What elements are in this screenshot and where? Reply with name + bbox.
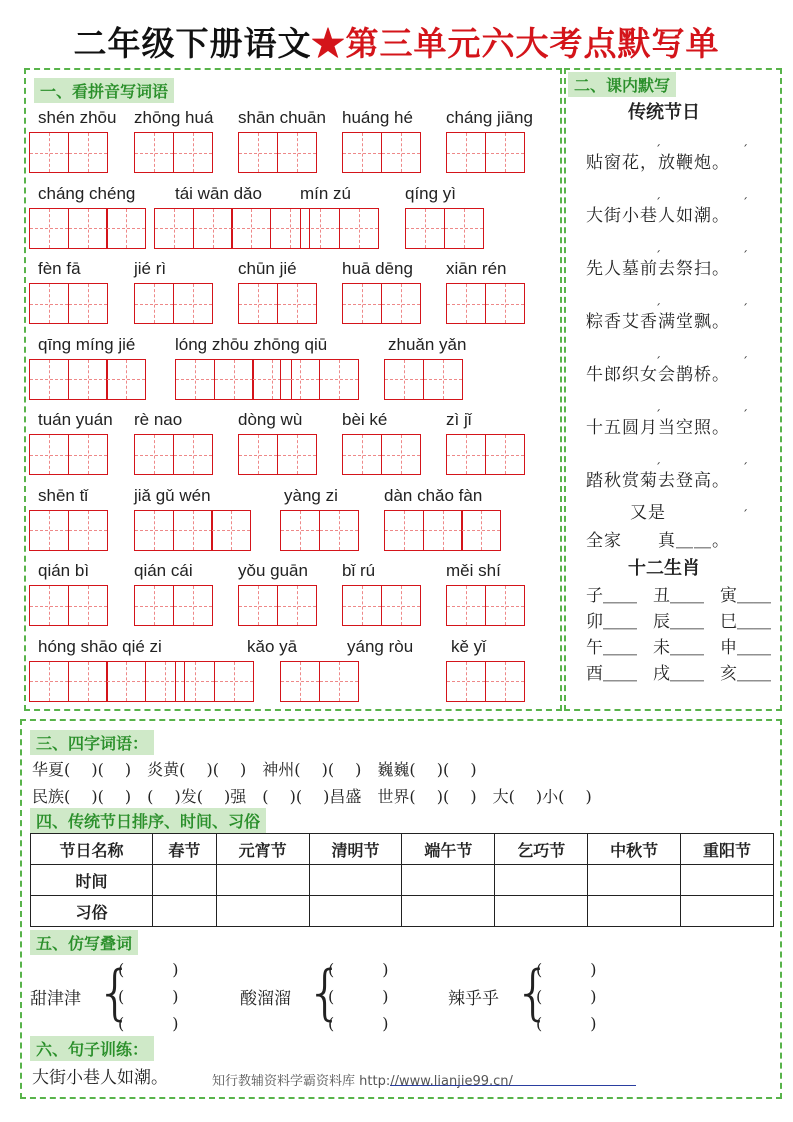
tone-mark: ˊ bbox=[742, 249, 748, 263]
pinyin-text: měi shí bbox=[446, 561, 501, 580]
writing-grid[interactable] bbox=[446, 283, 523, 324]
grid-cell[interactable] bbox=[134, 132, 174, 173]
poem-line: 十五圆月当空照。 bbox=[586, 418, 730, 438]
grid-cell[interactable] bbox=[342, 132, 382, 173]
pinyin-text: shēn tǐ bbox=[38, 485, 89, 505]
zodiac-item: 戌＿＿ bbox=[653, 664, 704, 684]
tone-mark: ˊ bbox=[742, 302, 748, 316]
poem-line: 牛郎织女会鹊桥。 bbox=[586, 365, 730, 385]
grid-cell[interactable] bbox=[173, 585, 213, 626]
tone-mark: ˊ bbox=[655, 461, 661, 475]
grid-cell[interactable] bbox=[319, 510, 359, 551]
grid-cell[interactable] bbox=[319, 359, 359, 400]
grid-cell[interactable] bbox=[29, 661, 69, 702]
pinyin-text: huáng hé bbox=[342, 108, 413, 127]
writing-grid[interactable] bbox=[280, 359, 357, 400]
tone-mark: ˊ bbox=[742, 355, 748, 369]
answer-blank[interactable]: ( ) bbox=[118, 987, 179, 1006]
grid-cell[interactable] bbox=[175, 359, 215, 400]
answer-blank[interactable]: ( ) bbox=[118, 1014, 179, 1033]
grid-cell[interactable] bbox=[29, 132, 69, 173]
grid-cell[interactable] bbox=[277, 585, 317, 626]
table-blank-cell[interactable] bbox=[309, 865, 402, 896]
grid-cell[interactable] bbox=[29, 359, 69, 400]
poem-line: 踏秋赏菊去登高。 bbox=[586, 471, 730, 491]
pinyin-text: yàng zi bbox=[284, 485, 338, 505]
section-4-title: 四、传统节日排序、时间、习俗 bbox=[30, 808, 266, 833]
grid-cell[interactable] bbox=[68, 661, 108, 702]
writing-grid[interactable] bbox=[154, 208, 308, 249]
section-3-title: 三、四字词语： bbox=[30, 730, 154, 755]
pinyin-text: lóng zhōu zhōng qiū bbox=[175, 334, 328, 354]
zodiac-title: 十二生肖 bbox=[628, 558, 700, 579]
grid-cell[interactable] bbox=[173, 132, 213, 173]
poem-line: 粽香艾香满堂飘。 bbox=[586, 312, 730, 332]
zodiac-item: 未＿＿ bbox=[653, 638, 704, 658]
pinyin-text: yáng ròu bbox=[347, 636, 414, 656]
writing-grid[interactable] bbox=[342, 132, 419, 173]
writing-grid[interactable] bbox=[29, 208, 145, 249]
writing-grid[interactable] bbox=[280, 661, 357, 702]
writing-grid[interactable] bbox=[134, 434, 211, 475]
writing-grid[interactable] bbox=[446, 434, 523, 475]
grid-cell[interactable] bbox=[68, 434, 108, 475]
grid-cell[interactable] bbox=[300, 208, 340, 249]
festival-header-row bbox=[31, 834, 774, 865]
grid-cell[interactable] bbox=[173, 510, 213, 551]
writing-grid[interactable] bbox=[175, 359, 291, 400]
grid-cell[interactable] bbox=[446, 661, 486, 702]
grid-cell[interactable] bbox=[381, 434, 421, 475]
table-blank-cell[interactable] bbox=[216, 896, 309, 927]
tone-mark: ˊ bbox=[655, 355, 661, 369]
grid-cell[interactable] bbox=[423, 359, 463, 400]
poem-last-top: 又是 bbox=[630, 503, 666, 523]
sentence-text: 大街小巷人如潮。 bbox=[32, 1068, 168, 1088]
answer-blank[interactable]: ( ) bbox=[536, 1014, 597, 1033]
pinyin-text: zhuǎn yǎn bbox=[388, 334, 467, 354]
grid-cell[interactable] bbox=[106, 661, 146, 702]
footer-watermark: 知行教辅资料学霸资料库 http://www.lianjie99.cn/ bbox=[212, 1074, 513, 1089]
writing-grid[interactable] bbox=[134, 585, 211, 626]
grid-cell[interactable] bbox=[277, 132, 317, 173]
grid-cell[interactable] bbox=[446, 434, 486, 475]
table-blank-cell[interactable] bbox=[216, 865, 309, 896]
pinyin-text: tái wān dǎo bbox=[175, 183, 262, 203]
pinyin-text: qīng míng jié bbox=[38, 334, 136, 354]
grid-cell[interactable] bbox=[193, 208, 233, 249]
table-blank-cell[interactable] bbox=[495, 865, 588, 896]
writing-grid[interactable] bbox=[342, 434, 419, 475]
writing-grid[interactable] bbox=[446, 661, 523, 702]
grid-cell[interactable] bbox=[461, 510, 501, 551]
tone-mark: ˊ bbox=[655, 196, 661, 210]
pinyin-text: jié rì bbox=[134, 259, 167, 278]
zodiac-item: 辰＿＿ bbox=[653, 612, 704, 632]
table-blank-cell[interactable] bbox=[402, 865, 495, 896]
grid-cell[interactable] bbox=[175, 661, 215, 702]
pinyin-text: cháng chéng bbox=[38, 183, 136, 203]
grid-cell[interactable] bbox=[238, 434, 278, 475]
grid-cell[interactable] bbox=[68, 585, 108, 626]
grid-cell[interactable] bbox=[68, 283, 108, 324]
pinyin-text: bèi ké bbox=[342, 410, 388, 429]
writing-grid[interactable] bbox=[280, 510, 357, 551]
writing-grid[interactable] bbox=[175, 661, 252, 702]
grid-cell[interactable] bbox=[444, 208, 484, 249]
grid-cell[interactable] bbox=[485, 132, 525, 173]
grid-cell[interactable] bbox=[29, 283, 69, 324]
writing-grid[interactable] bbox=[238, 132, 315, 173]
grid-cell[interactable] bbox=[214, 359, 254, 400]
zodiac-item: 酉＿＿ bbox=[586, 664, 637, 684]
poem-line: 贴窗花，放鞭炮。 bbox=[586, 153, 730, 173]
grid-cell[interactable] bbox=[342, 585, 382, 626]
grid-cell[interactable] bbox=[106, 208, 146, 249]
pinyin-text: dàn chǎo fàn bbox=[384, 485, 483, 505]
footer-underline bbox=[390, 1085, 636, 1086]
grid-cell[interactable] bbox=[342, 283, 382, 324]
grid-cell[interactable] bbox=[29, 208, 69, 249]
answer-blank[interactable]: ( ) bbox=[328, 1014, 389, 1033]
zodiac-item: 亥＿＿ bbox=[720, 664, 771, 684]
pinyin-text: xiān rén bbox=[446, 259, 507, 278]
grid-cell[interactable] bbox=[134, 510, 174, 551]
grid-cell[interactable] bbox=[211, 510, 251, 551]
writing-grid[interactable] bbox=[342, 283, 419, 324]
grid-cell[interactable] bbox=[238, 132, 278, 173]
table-blank-cell[interactable] bbox=[153, 896, 217, 927]
pinyin-text: fèn fā bbox=[38, 259, 81, 278]
grid-cell[interactable] bbox=[238, 585, 278, 626]
tone-mark: ˊ bbox=[742, 508, 748, 522]
pinyin-text: zì jǐ bbox=[446, 410, 472, 429]
grid-cell[interactable] bbox=[381, 132, 421, 173]
poem-line: 先人墓前去祭扫。 bbox=[586, 259, 730, 279]
grid-cell[interactable] bbox=[405, 208, 445, 249]
poem-last-bottom: 全家 真＿＿。 bbox=[586, 531, 730, 551]
writing-grid[interactable] bbox=[238, 585, 315, 626]
tone-mark: ˊ bbox=[655, 302, 661, 316]
pinyin-text: mín zú bbox=[300, 183, 352, 203]
grid-cell[interactable] bbox=[68, 359, 108, 400]
title-grade: 二年级下册语文 bbox=[73, 24, 312, 63]
grid-cell[interactable] bbox=[134, 585, 174, 626]
table-header-cell: 清明节 bbox=[309, 834, 402, 865]
festival-custom-row bbox=[31, 896, 774, 927]
grid-cell[interactable] bbox=[277, 283, 317, 324]
table-blank-cell[interactable] bbox=[681, 896, 774, 927]
writing-grid[interactable] bbox=[29, 510, 106, 551]
answer-blank[interactable]: ( ) bbox=[328, 960, 389, 979]
brace-icon: { bbox=[96, 958, 135, 1028]
grid-cell[interactable] bbox=[319, 661, 359, 702]
pinyin-text: chūn jié bbox=[238, 259, 297, 278]
writing-grid[interactable] bbox=[134, 132, 211, 173]
table-row-label: 时间 bbox=[31, 865, 153, 896]
tone-mark: ˊ bbox=[742, 196, 748, 210]
table-blank-cell[interactable] bbox=[681, 865, 774, 896]
grid-cell[interactable] bbox=[446, 585, 486, 626]
tone-mark: ˊ bbox=[742, 408, 748, 422]
tone-mark: ˊ bbox=[655, 143, 661, 157]
pinyin-text: bǐ rú bbox=[342, 561, 376, 580]
writing-grid[interactable] bbox=[29, 359, 145, 400]
grid-cell[interactable] bbox=[446, 132, 486, 173]
reduplication-word: 甜津津 bbox=[30, 989, 81, 1009]
answer-blank[interactable]: ( ) bbox=[536, 987, 597, 1006]
grid-cell[interactable] bbox=[342, 434, 382, 475]
festival-time-row bbox=[31, 865, 774, 896]
pinyin-text: tuán yuán bbox=[38, 410, 113, 429]
table-header-cell: 重阳节 bbox=[681, 834, 774, 865]
brace-icon: { bbox=[514, 958, 553, 1028]
zodiac-item: 午＿＿ bbox=[586, 638, 637, 658]
grid-cell[interactable] bbox=[384, 510, 424, 551]
grid-cell[interactable] bbox=[29, 585, 69, 626]
pinyin-text: zhōng huá bbox=[134, 108, 214, 127]
writing-grid[interactable] bbox=[384, 510, 500, 551]
grid-cell[interactable] bbox=[485, 283, 525, 324]
table-header-cell: 春节 bbox=[153, 834, 217, 865]
reduplication-word: 辣乎乎 bbox=[448, 989, 499, 1009]
grid-cell[interactable] bbox=[280, 661, 320, 702]
grid-cell[interactable] bbox=[106, 359, 146, 400]
section-1-title: 一、看拼音写词语 bbox=[34, 78, 174, 103]
writing-grid[interactable] bbox=[300, 208, 377, 249]
writing-grid[interactable] bbox=[405, 208, 482, 249]
grid-cell[interactable] bbox=[423, 510, 463, 551]
tone-mark: ˊ bbox=[742, 461, 748, 475]
table-blank-cell[interactable] bbox=[309, 896, 402, 927]
grid-cell[interactable] bbox=[68, 208, 108, 249]
writing-grid[interactable] bbox=[134, 510, 250, 551]
idiom-line-1: 华夏( )( ) 炎黄( )( ) 神州( )( ) 巍巍( )( ) bbox=[32, 760, 477, 779]
table-blank-cell[interactable] bbox=[153, 865, 217, 896]
section-5-title: 五、仿写叠词 bbox=[30, 930, 138, 955]
pinyin-text: qíng yì bbox=[405, 183, 457, 203]
grid-cell[interactable] bbox=[339, 208, 379, 249]
writing-grid[interactable] bbox=[342, 585, 419, 626]
pinyin-text: cháng jiāng bbox=[446, 108, 533, 127]
grid-cell[interactable] bbox=[214, 661, 254, 702]
pinyin-text: shān chuān bbox=[238, 108, 326, 127]
zodiac-item: 丑＿＿ bbox=[653, 586, 704, 606]
table-header-cell: 乞巧节 bbox=[495, 834, 588, 865]
table-blank-cell[interactable] bbox=[402, 896, 495, 927]
pinyin-text: qián cái bbox=[134, 561, 193, 580]
tone-mark: ˊ bbox=[655, 408, 661, 422]
grid-cell[interactable] bbox=[381, 283, 421, 324]
pinyin-text: qián bì bbox=[38, 561, 90, 580]
pinyin-text: dòng wù bbox=[238, 410, 303, 429]
table-blank-cell[interactable] bbox=[588, 865, 681, 896]
grid-cell[interactable] bbox=[134, 283, 174, 324]
writing-grid[interactable] bbox=[238, 434, 315, 475]
pinyin-text: hóng shāo qié zi bbox=[38, 636, 162, 656]
writing-grid[interactable] bbox=[29, 283, 106, 324]
pinyin-text: yǒu guān bbox=[238, 561, 308, 580]
grid-cell[interactable] bbox=[68, 132, 108, 173]
grid-cell[interactable] bbox=[231, 208, 271, 249]
table-header-cell: 元宵节 bbox=[216, 834, 309, 865]
grid-cell[interactable] bbox=[154, 208, 194, 249]
grid-cell[interactable] bbox=[485, 434, 525, 475]
grid-cell[interactable] bbox=[238, 283, 278, 324]
festival-table bbox=[30, 833, 774, 927]
answer-blank[interactable]: ( ) bbox=[536, 960, 597, 979]
grid-cell[interactable] bbox=[280, 359, 320, 400]
zodiac-item: 子＿＿ bbox=[586, 586, 637, 606]
idiom-line-2: 民族( )( ) ( )发( )强 ( )( )昌盛 世界( )( ) 大( )小( ) bbox=[32, 787, 592, 806]
writing-grid[interactable] bbox=[134, 283, 211, 324]
pinyin-text: jiǎ gǔ wén bbox=[134, 485, 211, 505]
writing-grid[interactable] bbox=[29, 132, 106, 173]
grid-cell[interactable] bbox=[29, 434, 69, 475]
pinyin-text: kě yǐ bbox=[451, 636, 486, 656]
grid-cell[interactable] bbox=[277, 434, 317, 475]
pinyin-text: rè nao bbox=[134, 410, 183, 429]
table-header-cell: 端午节 bbox=[402, 834, 495, 865]
poem-line: 大街小巷人如潮。 bbox=[586, 206, 730, 226]
tone-mark: ˊ bbox=[655, 249, 661, 263]
grid-cell[interactable] bbox=[280, 510, 320, 551]
writing-grid[interactable] bbox=[384, 359, 461, 400]
brace-icon: { bbox=[306, 958, 345, 1028]
grid-cell[interactable] bbox=[29, 510, 69, 551]
table-row-label: 习俗 bbox=[31, 896, 153, 927]
grid-cell[interactable] bbox=[134, 434, 174, 475]
pinyin-text: shén zhōu bbox=[38, 108, 117, 127]
writing-grid[interactable] bbox=[446, 132, 523, 173]
tone-mark: ˊ bbox=[742, 143, 748, 157]
grid-cell[interactable] bbox=[485, 585, 525, 626]
writing-grid[interactable] bbox=[29, 661, 183, 702]
writing-grid[interactable] bbox=[29, 585, 106, 626]
answer-blank[interactable]: ( ) bbox=[328, 987, 389, 1006]
zodiac-item: 寅＿＿ bbox=[720, 586, 771, 606]
pinyin-text: huā dēng bbox=[342, 259, 413, 278]
writing-grid[interactable] bbox=[238, 283, 315, 324]
grid-cell[interactable] bbox=[173, 283, 213, 324]
table-header-cell: 中秋节 bbox=[588, 834, 681, 865]
grid-cell[interactable] bbox=[68, 510, 108, 551]
grid-cell[interactable] bbox=[173, 434, 213, 475]
section-2-title: 二、课内默写 bbox=[568, 72, 676, 97]
pinyin-text: kǎo yā bbox=[247, 636, 298, 656]
zodiac-item: 申＿＿ bbox=[720, 638, 771, 658]
grid-cell[interactable] bbox=[384, 359, 424, 400]
grid-cell[interactable] bbox=[446, 283, 486, 324]
poem-title: 传统节日 bbox=[628, 102, 700, 123]
star-icon: ★ bbox=[311, 24, 346, 63]
writing-grid[interactable] bbox=[446, 585, 523, 626]
table-blank-cell[interactable] bbox=[495, 896, 588, 927]
zodiac-item: 巳＿＿ bbox=[720, 612, 771, 632]
answer-blank[interactable]: ( ) bbox=[118, 960, 179, 979]
page-title bbox=[0, 18, 793, 65]
table-header-cell: 节日名称 bbox=[31, 834, 153, 865]
table-blank-cell[interactable] bbox=[588, 896, 681, 927]
reduplication-word: 酸溜溜 bbox=[240, 989, 291, 1009]
grid-cell[interactable] bbox=[485, 661, 525, 702]
title-unit: 第三单元六大考点默写单 bbox=[345, 24, 720, 63]
zodiac-item: 卯＿＿ bbox=[586, 612, 637, 632]
section-6-title: 六、句子训练： bbox=[30, 1036, 154, 1061]
writing-grid[interactable] bbox=[29, 434, 106, 475]
grid-cell[interactable] bbox=[381, 585, 421, 626]
